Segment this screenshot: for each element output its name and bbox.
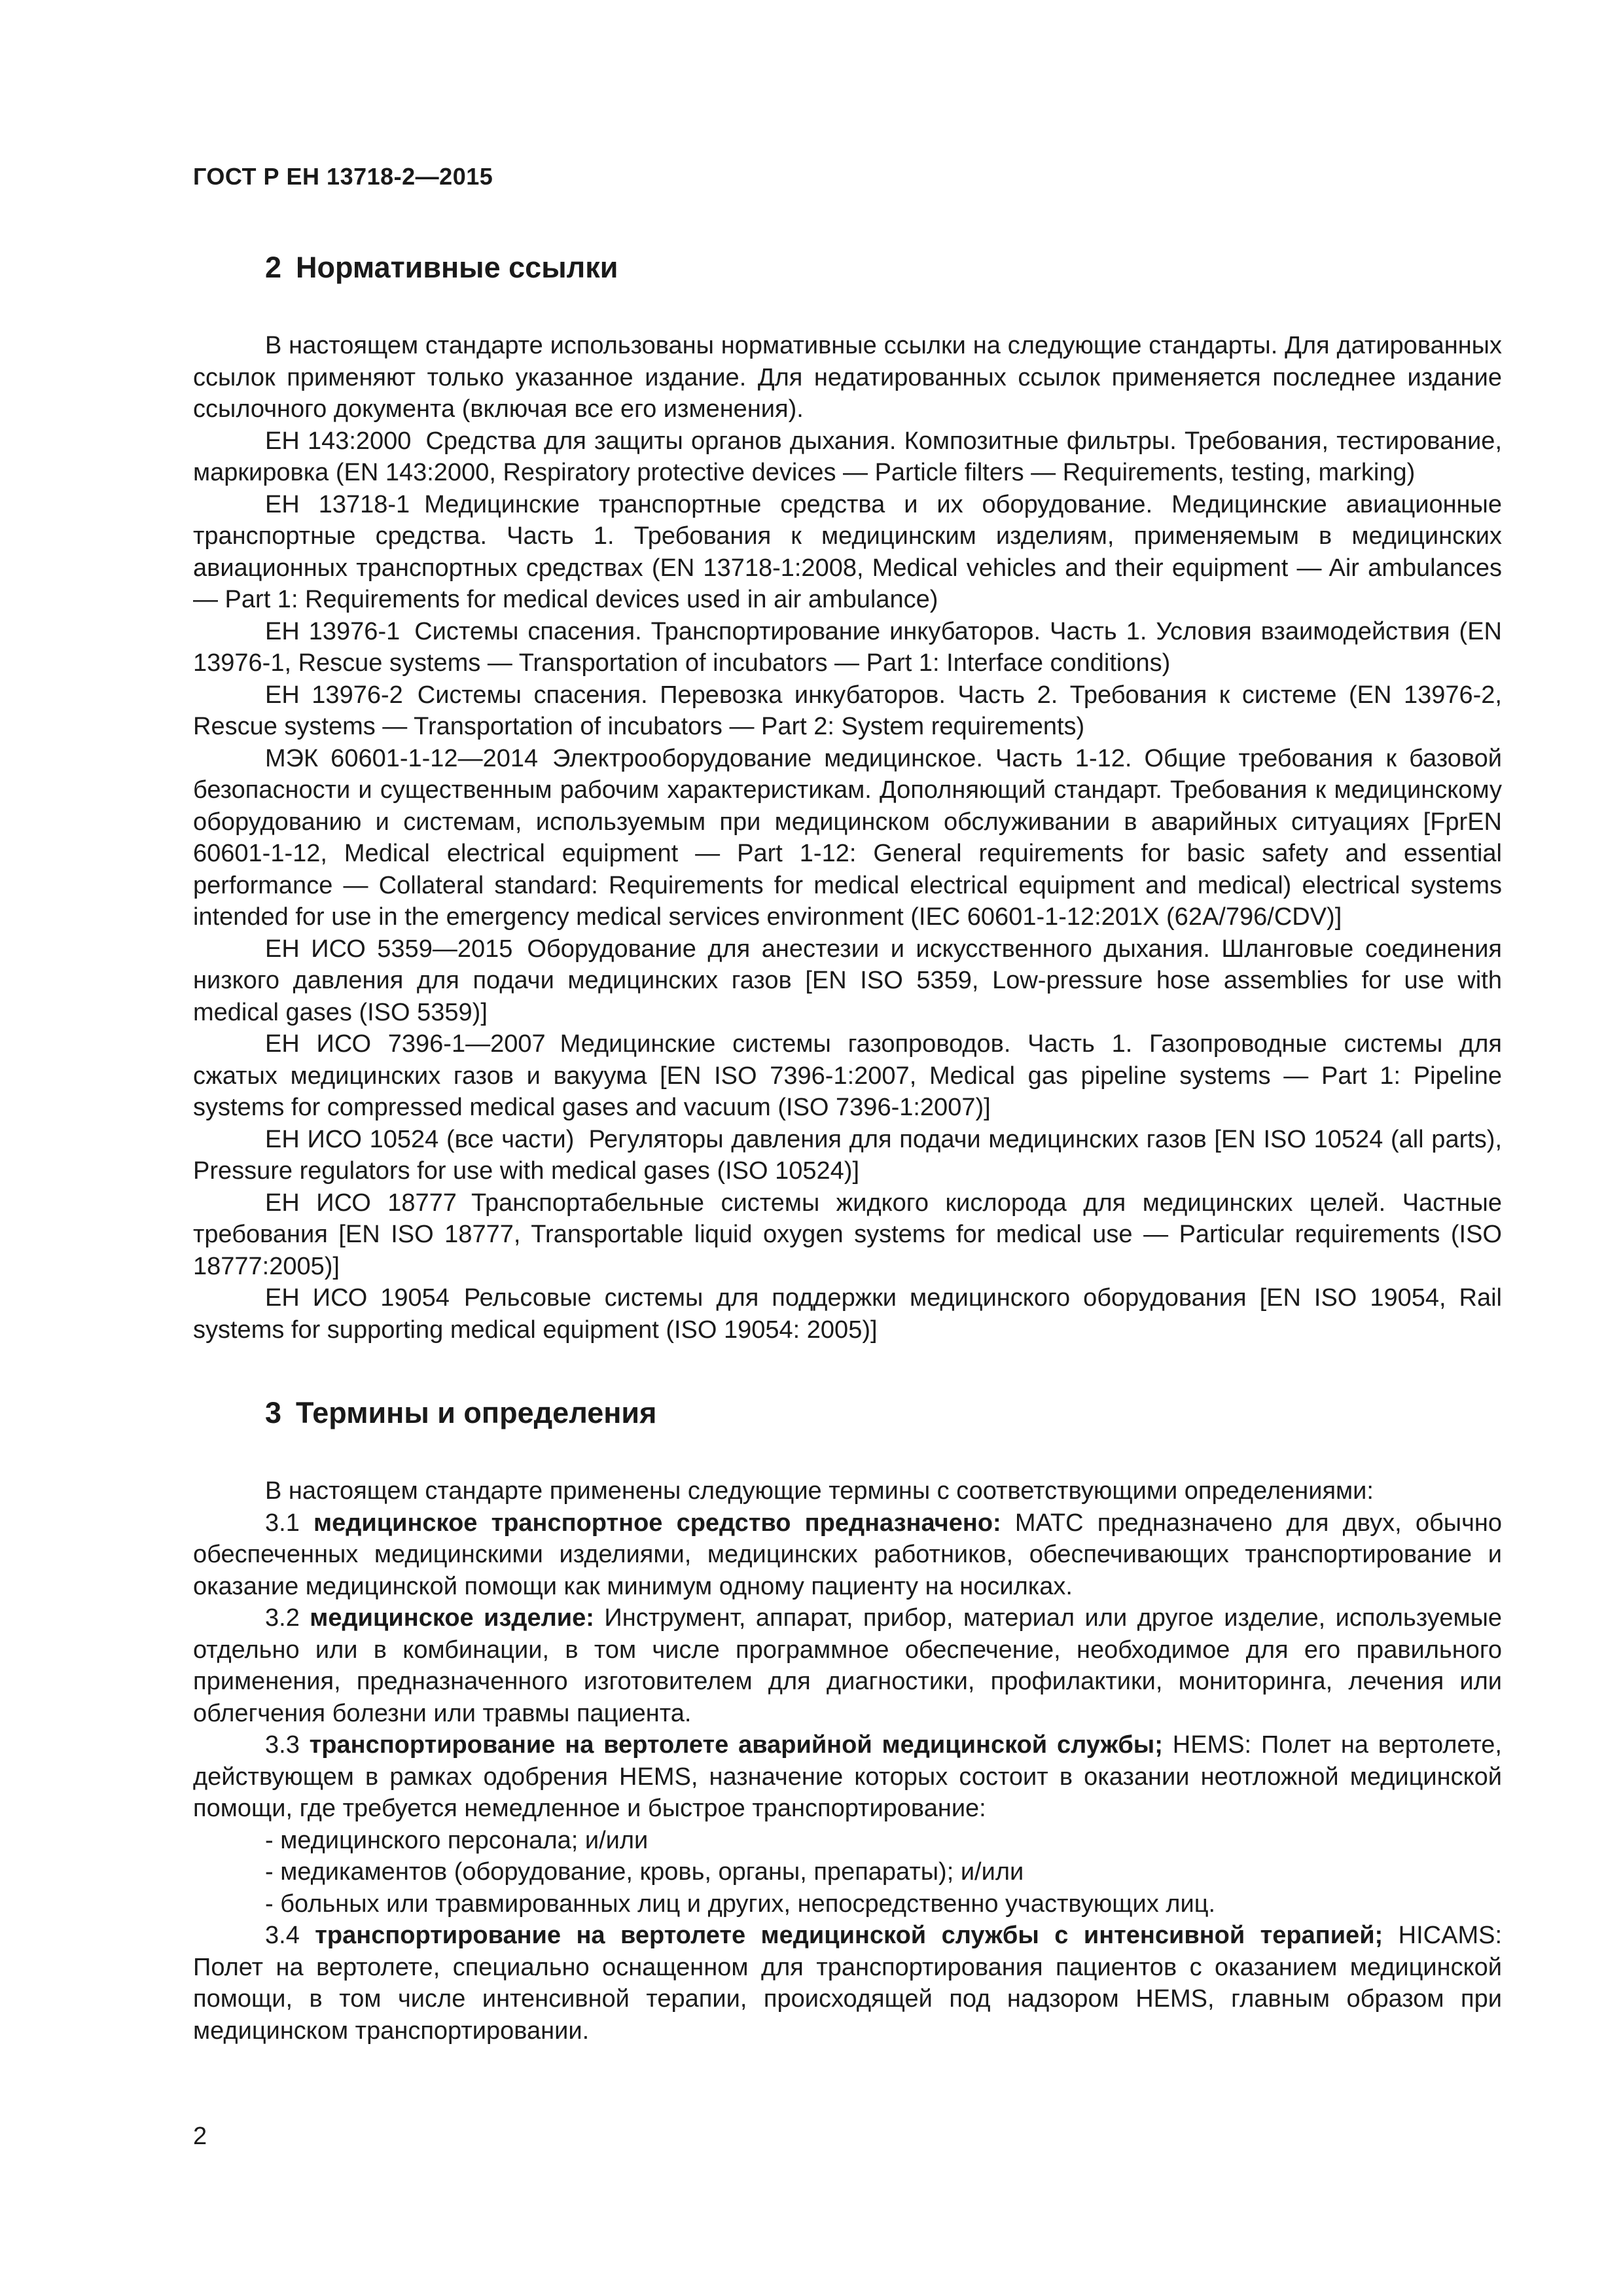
- reference-code: МЭК 60601-1-12—2014: [265, 744, 539, 772]
- reference-text: Оборудование для анестезии и искусственного дыхания. Шланговые соединения низкого давления для подачи медицинских газов [EN ISO 5359, Low-pressure hose assemblies for use with medical gases (ISO 5359)]: [193, 935, 1502, 1026]
- term-name: транспортирование на вертолете аварийной медицинской службы;: [309, 1731, 1163, 1759]
- page-number: 2: [193, 2123, 207, 2150]
- reference-item: [193, 1187, 1502, 1283]
- list-item: - медикаментов (оборудование, кровь, органы, препараты); и/или: [265, 1858, 1024, 1886]
- section-3-heading: [265, 1390, 1502, 1436]
- reference-code: ЕН ИСО 19054: [265, 1284, 450, 1312]
- term-number: 3.3: [265, 1731, 300, 1759]
- section-gap: [193, 1346, 1502, 1390]
- section-2-heading: [265, 245, 1502, 291]
- term-definition: Полет на вертолете, специально оснащенном для транспортирования пациентов с оказанием медицинской помощи, в том числе интенсивной терапии, происходящей под надзором HEMS, главным образом при медицинском транспортировании.: [193, 1953, 1502, 2045]
- list-item: - медицинского персонала; и/или: [265, 1826, 649, 1854]
- section-3-number: 3: [265, 1396, 282, 1429]
- reference-code: ЕН 13976-2: [265, 681, 403, 709]
- reference-text: Системы спасения. Перевозка инкубаторов. Часть 2. Требования к системе (EN 13976-2, Rescue systems — Transportation of incubators — Part 2: System requirements): [193, 681, 1502, 740]
- reference-code: ЕН 143:2000: [265, 427, 412, 455]
- reference-item: [193, 489, 1502, 616]
- reference-item: [193, 425, 1502, 489]
- reference-text: Рельсовые системы для поддержки медицинского оборудования [EN ISO 19054, Rail systems for supporting medical equipment (ISO 19054: 2005)]: [193, 1284, 1502, 1344]
- document-page: [193, 157, 1502, 2047]
- term-name: медицинское транспортное средство предназначено:: [313, 1509, 1001, 1537]
- term-name: медицинское изделие:: [310, 1604, 594, 1632]
- term-abbreviation: HEMS:: [1172, 1731, 1252, 1759]
- list-item: - больных или травмированных лиц и других, непосредственно участвующих лиц.: [265, 1890, 1216, 1918]
- reference-item: [193, 1282, 1502, 1346]
- term-3-4: [193, 1920, 1502, 2047]
- term-3-2: [193, 1602, 1502, 1729]
- section-3-title: Термины и определения: [296, 1396, 657, 1429]
- reference-code: ЕН 13718-1: [265, 490, 410, 518]
- section-2-intro: В настоящем стандарте использованы нормативные ссылки на следующие стандарты. Для датированных ссылок применяют только указанное издание. Для недатированных ссылок применяется последнее издание ссылочного документа (включая все его изменения).: [193, 332, 1502, 423]
- reference-item: [193, 933, 1502, 1029]
- reference-code: ЕН 13976-1: [265, 617, 401, 645]
- reference-text: Транспортабельные системы жидкого кислорода для медицинских целей. Частные требования [EN ISO 18777, Transportable liquid oxygen systems for medical use — Particular requirements (ISO 18777:2005)]: [193, 1189, 1502, 1280]
- term-number: 3.1: [265, 1509, 300, 1537]
- section-2-title: Нормативные ссылки: [296, 251, 618, 284]
- term-definition: Полет на вертолете, действующем в рамках одобрения HEMS, назначение которых состоит в оказании неотложной медицинской помощи, где требуется немедленное и быстрое транспортирование:: [193, 1731, 1502, 1822]
- term-number: 3.2: [265, 1604, 300, 1632]
- reference-text: Электрооборудование медицинское. Часть 1-12. Общие требования к базовой безопасности и существенным рабочим характеристикам. Дополняющий стандарт. Требования к медицинскому оборудованию и системам, используемым при медицинском обслуживании в аварийных ситуациях [FprEN 60601-1-12, Medical electrical equipment — Part 1-12: General requirements for basic safety and essential performance — Collateral standard: Requirements for medical electrical equipment and medical) electrical systems intended for use in the emergency medical services environment (IEC 60601-1-12:201X (62A/796/CDV)]: [193, 744, 1502, 931]
- term-number: 3.4: [265, 1922, 300, 1949]
- term-3-1: [193, 1507, 1502, 1603]
- reference-item: [193, 1124, 1502, 1187]
- reference-text: Средства для защиты органов дыхания. Композитные фильтры. Требования, тестирование, маркировка (EN 143:2000, Respiratory protective devices — Particle filters — Requirements, testing, marking): [193, 427, 1502, 486]
- term-definition: МАТС предназначено для двух, обычно обеспеченных медицинскими изделиями, медицинских работников, обеспечивающих транспортирование и оказание медицинской помощи как минимум одному пациенту на носилках.: [193, 1509, 1503, 1600]
- term-name: транспортирование на вертолете медицинской службы с интенсивной терапией;: [315, 1922, 1383, 1949]
- reference-text: Регуляторы давления для подачи медицинских газов [EN ISO 10524 (all parts), Pressure regulators for use with medical gases (ISO 10524)]: [193, 1125, 1502, 1185]
- reference-code: ЕН ИСО 7396-1—2007: [265, 1030, 546, 1058]
- term-3-3: [193, 1729, 1502, 1825]
- term-abbreviation: HICAMS:: [1398, 1922, 1503, 1949]
- reference-code: ЕН ИСО 18777: [265, 1189, 457, 1217]
- reference-code: ЕН ИСО 10524 (все части): [265, 1125, 575, 1153]
- reference-item: [193, 616, 1502, 679]
- reference-text: Системы спасения. Транспортирование инкубаторов. Часть 1. Условия взаимодействия (EN 13976-1, Rescue systems — Transportation of incubators — Part 1: Interface conditions): [193, 617, 1502, 677]
- reference-text: Медицинские транспортные средства и их оборудование. Медицинские авиационные транспортные средства. Часть 1. Требования к медицинским изделиям, применяемым в медицинских авиационных транспортных средствах (EN 13718-1:2008, Medical vehicles and their equipment — Air ambulances — Part 1: Requirements for medical devices used in air ambulance): [193, 490, 1502, 613]
- document-number: ГОСТ Р ЕН 13718-2—2015: [193, 163, 493, 190]
- reference-code: ЕН ИСО 5359—2015: [265, 935, 513, 963]
- section-3-intro: В настоящем стандарте применены следующие термины с соответствующими определениями:: [265, 1477, 1374, 1505]
- section-2-number: 2: [265, 251, 282, 284]
- reference-item: [193, 679, 1502, 743]
- reference-item: [193, 1028, 1502, 1124]
- term-definition: Инструмент, аппарат, прибор, материал или другое изделие, используемые отдельно или в комбинации, в том числе программное обеспечение, необходимое для его правильного применения, предназначенного изготовителем для диагностики, профилактики, мониторинга, лечения или облегчения болезни или травмы пациента.: [193, 1604, 1503, 1727]
- reference-item: [193, 743, 1502, 933]
- reference-text: Медицинские системы газопроводов. Часть 1. Газопроводные системы для сжатых медицинских газов и вакуума [EN ISO 7396-1:2007, Medical gas pipeline systems — Part 1: Pipeline systems for compressed medical gases and vacuum (ISO 7396-1:2007)]: [193, 1030, 1502, 1121]
